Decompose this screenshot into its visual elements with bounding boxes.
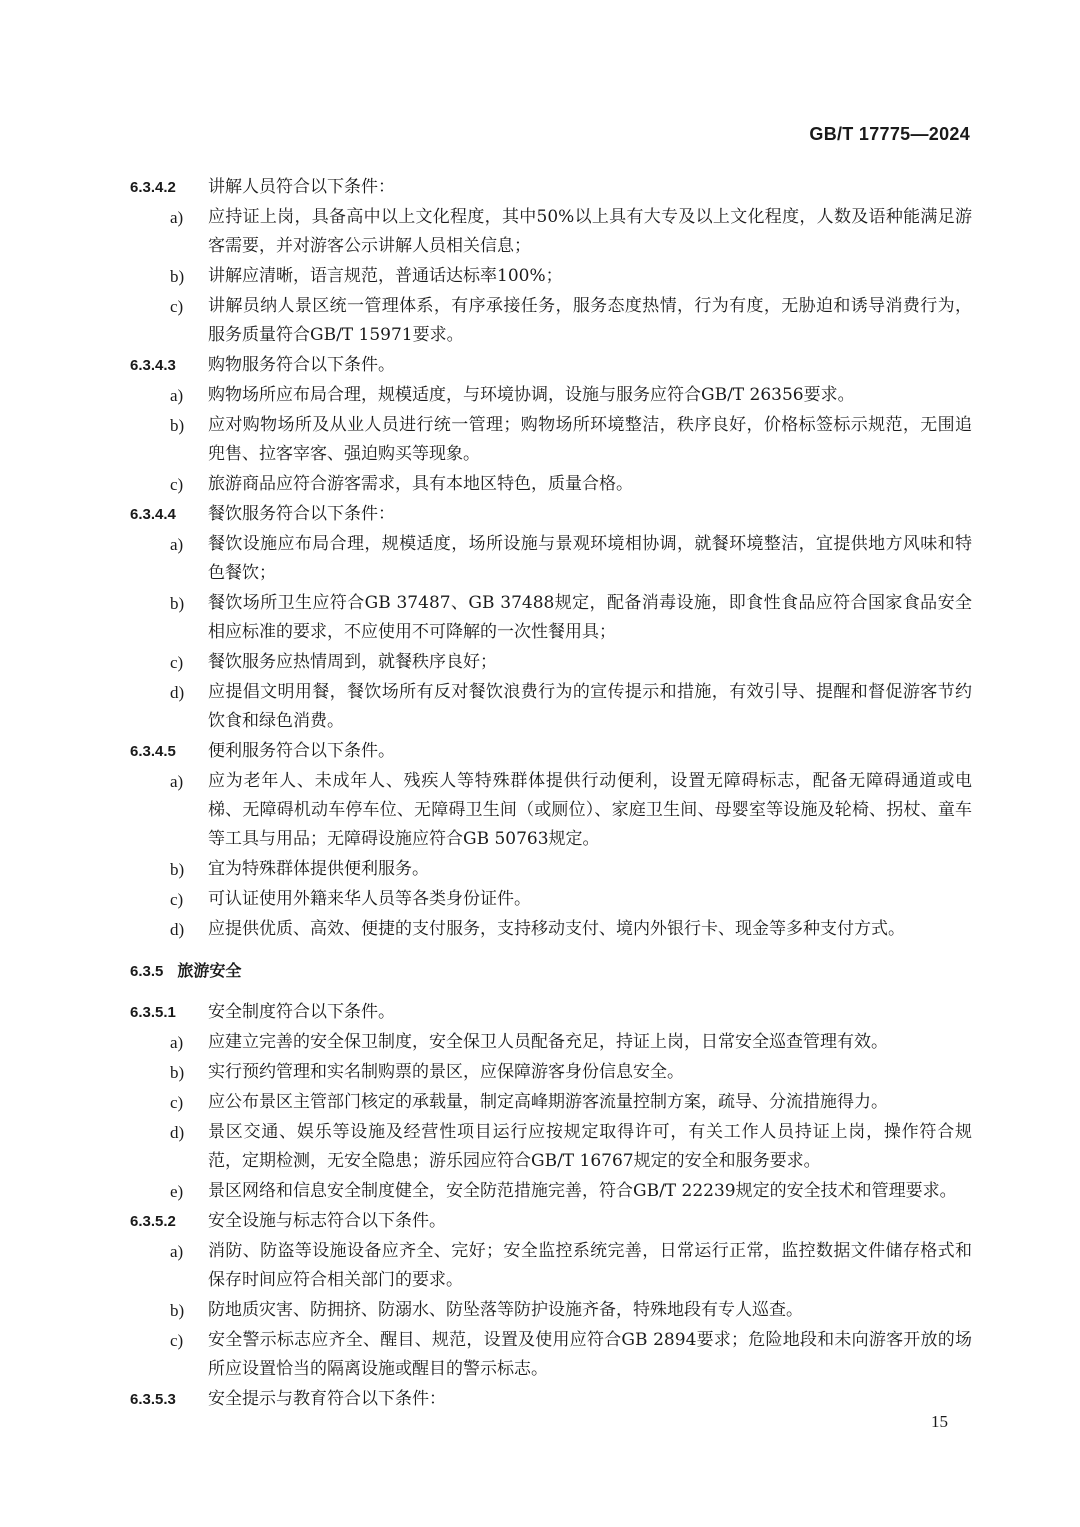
- clauses-6-3-4: [130, 173, 972, 944]
- clause-heading: [130, 998, 972, 1027]
- list-item: [130, 885, 972, 914]
- list-item-marker: a): [170, 386, 184, 405]
- clause-heading: [130, 1385, 972, 1414]
- clause-heading: [130, 737, 972, 766]
- list-item: [130, 1118, 972, 1176]
- section-title: 旅游安全: [177, 961, 242, 980]
- list-item: [130, 678, 972, 736]
- list-item: [130, 589, 972, 647]
- list-item: [130, 1296, 972, 1325]
- list-item-text: 应为老年人、未成年人、残疾人等特殊群体提供行动便利，设置无障碍标志，配备无障碍通道或电梯、无障碍机动车停车位、无障碍卫生间（或厕位）、家庭卫生间、母婴室等设施及轮椅、拐杖、童车等工具与用品；无障碍设施应符合GB 50763规定。: [208, 771, 972, 849]
- list-item: [130, 381, 972, 410]
- clause-number: 6.3.5.1: [130, 1004, 176, 1021]
- list-item-marker: c): [170, 890, 184, 909]
- list-item-marker: b): [170, 860, 185, 879]
- clause-title: 餐饮服务符合以下条件：: [208, 504, 395, 524]
- list-item-text: 旅游商品应符合游客需求，具有本地区特色，质量合格。: [208, 474, 633, 494]
- clause-title: 安全制度符合以下条件。: [208, 1002, 395, 1022]
- list-item: [130, 470, 972, 499]
- page-number: 15: [931, 1412, 948, 1431]
- list-item-text: 应持证上岗，具备高中以上文化程度，其中50%以上具有大专及以上文化程度，人数及语种能满足游客需要，并对游客公示讲解人员相关信息；: [208, 207, 972, 256]
- clause-title: 安全提示与教育符合以下条件：: [208, 1389, 446, 1409]
- clause-heading: [130, 351, 972, 380]
- list-item-marker: e): [170, 1182, 184, 1201]
- standard-code: GB/T 17775—2024: [809, 124, 970, 144]
- list-item-marker: c): [170, 475, 184, 494]
- list-item-marker: c): [170, 1093, 184, 1112]
- list-item-marker: b): [170, 1301, 185, 1320]
- list-item-marker: c): [170, 653, 184, 672]
- clauses-6-3-5: [130, 998, 972, 1414]
- list-item-marker: b): [170, 416, 185, 435]
- list-item-marker: d): [170, 920, 185, 939]
- clause-number: 6.3.5.2: [130, 1213, 176, 1230]
- list-item-marker: a): [170, 208, 184, 227]
- clause-title: 购物服务符合以下条件。: [208, 355, 395, 375]
- list-item-text: 宜为特殊群体提供便利服务。: [208, 859, 429, 879]
- list-item-marker: c): [170, 297, 184, 316]
- list-item: [130, 1326, 972, 1384]
- list-item: [130, 411, 972, 469]
- list-item-marker: a): [170, 1242, 184, 1261]
- list-item-marker: b): [170, 594, 185, 613]
- clause-title: 便利服务符合以下条件。: [208, 741, 395, 761]
- list-item-text: 餐饮服务应热情周到，就餐秩序良好；: [208, 652, 497, 672]
- list-item: [130, 1058, 972, 1087]
- list-item: [130, 292, 972, 350]
- list-item-text: 应对购物场所及从业人员进行统一管理；购物场所环境整洁，秩序良好，价格标签标示规范，无围追兜售、拉客宰客、强迫购买等现象。: [208, 415, 972, 464]
- list-item: [130, 767, 972, 854]
- list-item: [130, 648, 972, 677]
- list-item-text: 餐饮场所卫生应符合GB 37487、GB 37488规定，配备消毒设施，即食性食品应符合国家食品安全相应标准的要求，不应使用不可降解的一次性餐用具；: [208, 593, 972, 642]
- list-item-text: 安全警示标志应齐全、醒目、规范，设置及使用应符合GB 2894要求；危险地段和未向游客开放的场所应设置恰当的隔离设施或醒目的警示标志。: [208, 1330, 972, 1379]
- clause-title: 安全设施与标志符合以下条件。: [208, 1211, 446, 1231]
- list-item: [130, 855, 972, 884]
- list-item-text: 应建立完善的安全保卫制度，安全保卫人员配备充足，持证上岗，日常安全巡查管理有效。: [208, 1032, 888, 1052]
- list-item: [130, 1088, 972, 1117]
- list-item: [130, 203, 972, 261]
- list-item-text: 防地质灾害、防拥挤、防溺水、防坠落等防护设施齐备，特殊地段有专人巡查。: [208, 1300, 803, 1320]
- clause-number: 6.3.4.5: [130, 743, 176, 760]
- list-item: [130, 1177, 972, 1206]
- list-item-text: 应提倡文明用餐，餐饮场所有反对餐饮浪费行为的宣传提示和措施，有效引导、提醒和督促游客节约饮食和绿色消费。: [208, 682, 972, 731]
- list-item-text: 可认证使用外籍来华人员等各类身份证件。: [208, 889, 531, 909]
- clause-heading: [130, 500, 972, 529]
- list-item-text: 景区交通、娱乐等设施及经营性项目运行应按规定取得许可，有关工作人员持证上岗，操作符合规范，定期检测，无安全隐患；游乐园应符合GB/T 16767规定的安全和服务要求。: [208, 1122, 972, 1171]
- list-item: [130, 1028, 972, 1057]
- clause-number: 6.3.5.3: [130, 1391, 176, 1408]
- list-item-text: 应提供优质、高效、便捷的支付服务，支持移动支付、境内外银行卡、现金等多种支付方式。: [208, 919, 905, 939]
- list-item-text: 餐饮设施应布局合理，规模适度，场所设施与景观环境相协调，就餐环境整洁，宜提供地方风味和特色餐饮；: [208, 534, 972, 583]
- list-item: [130, 262, 972, 291]
- list-item-marker: a): [170, 772, 184, 791]
- list-item-marker: b): [170, 1063, 185, 1082]
- list-item-marker: b): [170, 267, 185, 286]
- list-item-text: 购物场所应布局合理，规模适度，与环境协调，设施与服务应符合GB/T 26356要求。: [208, 385, 855, 405]
- list-item: [130, 915, 972, 944]
- list-item-text: 讲解应清晰，语言规范，普通话达标率100%；: [208, 266, 563, 286]
- list-item-marker: d): [170, 683, 185, 702]
- clause-number: 6.3.4.2: [130, 179, 176, 196]
- clause-heading: [130, 173, 972, 202]
- list-item-text: 消防、防盗等设施设备应齐全、完好；安全监控系统完善，日常运行正常，监控数据文件储存格式和保存时间应符合相关部门的要求。: [208, 1241, 972, 1290]
- list-item-marker: a): [170, 1033, 184, 1052]
- list-item: [130, 1237, 972, 1295]
- list-item-text: 应公布景区主管部门核定的承载量，制定高峰期游客流量控制方案，疏导、分流措施得力。: [208, 1092, 888, 1112]
- section-number: 6.3.5: [130, 963, 164, 980]
- list-item-text: 讲解员纳人景区统一管理体系，有序承接任务，服务态度热情，行为有度，无胁迫和诱导消费行为，服务质量符合GB/T 15971要求。: [208, 296, 972, 345]
- clause-number: 6.3.4.4: [130, 506, 176, 523]
- list-item-text: 实行预约管理和实名制购票的景区，应保障游客身份信息安全。: [208, 1062, 684, 1082]
- list-item-text: 景区网络和信息安全制度健全，安全防范措施完善，符合GB/T 22239规定的安全技术和管理要求。: [208, 1181, 957, 1201]
- list-item-marker: d): [170, 1123, 185, 1142]
- list-item: [130, 530, 972, 588]
- clause-heading: [130, 1207, 972, 1236]
- list-item-marker: c): [170, 1331, 184, 1350]
- document-body: [130, 173, 972, 1415]
- list-item-marker: a): [170, 535, 184, 554]
- clause-number: 6.3.4.3: [130, 357, 176, 374]
- clause-title: 讲解人员符合以下条件：: [208, 177, 395, 197]
- section-heading: [130, 956, 972, 986]
